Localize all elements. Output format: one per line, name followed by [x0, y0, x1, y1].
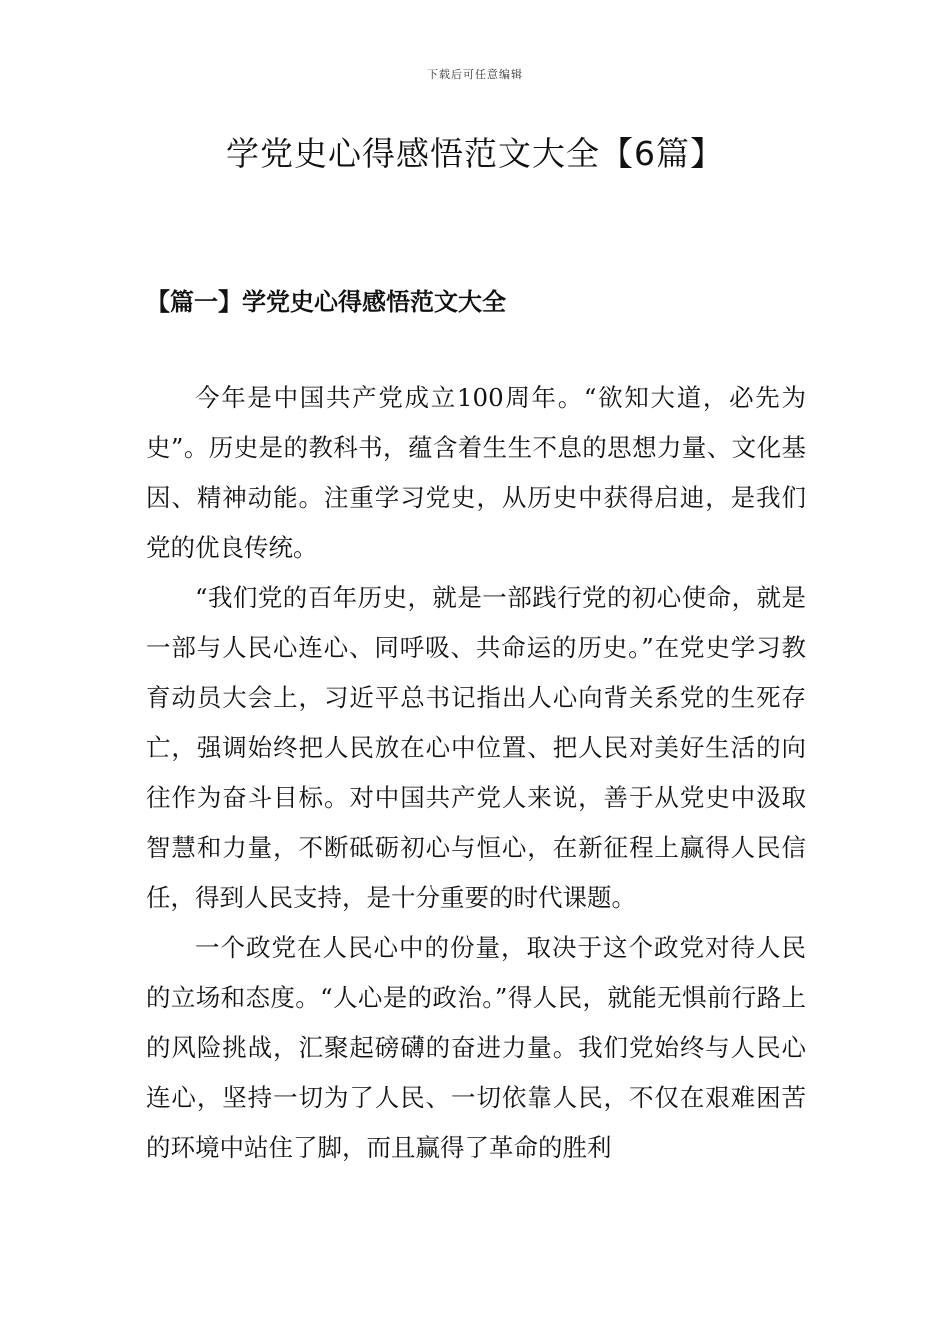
paragraph-1: 今年是中国共产党成立100周年。“欲知大道，必先为史”。历史是的教科书，蕴含着生生不息的思想力量、文化基因、精神动能。注重学习党史，从历史中获得启迪，是我们党的优良传统。 [146, 383, 806, 562]
header-note: 下载后可任意编辑 [427, 68, 523, 81]
document-body [146, 373, 806, 1173]
paragraph-2: “我们党的百年历史，就是一部践行党的初心使命，就是一部与人民心连心、同呼吸、共命运的历史。”在党史学习教育动员大会上，习近平总书记指出人心向背关系党的生死存亡，强调始终把人民放在心中位置、把人民对美好生活的向往作为奋斗目标。对中国共产党人来说，善于从党史中汲取智慧和力量，不断砥砺初心与恒心，在新征程上赢得人民信任，得到人民支持，是十分重要的时代课题。 [146, 583, 806, 912]
section-heading: 【篇一】学党史心得感悟范文大全 [146, 287, 506, 316]
document-title: 学党史心得感悟范文大全【6篇】 [226, 134, 724, 173]
paragraph-3: 一个政党在人民心中的份量，取决于这个政党对待人民的立场和态度。“人心是的政治。”得人民，就能无惧前行路上的风险挑战，汇聚起磅礴的奋进力量。我们党始终与人民心连心，坚持一切为了人民、一切依靠人民，不仅在艰难困苦的环境中站住了脚，而且赢得了革命的胜利 [146, 933, 806, 1162]
